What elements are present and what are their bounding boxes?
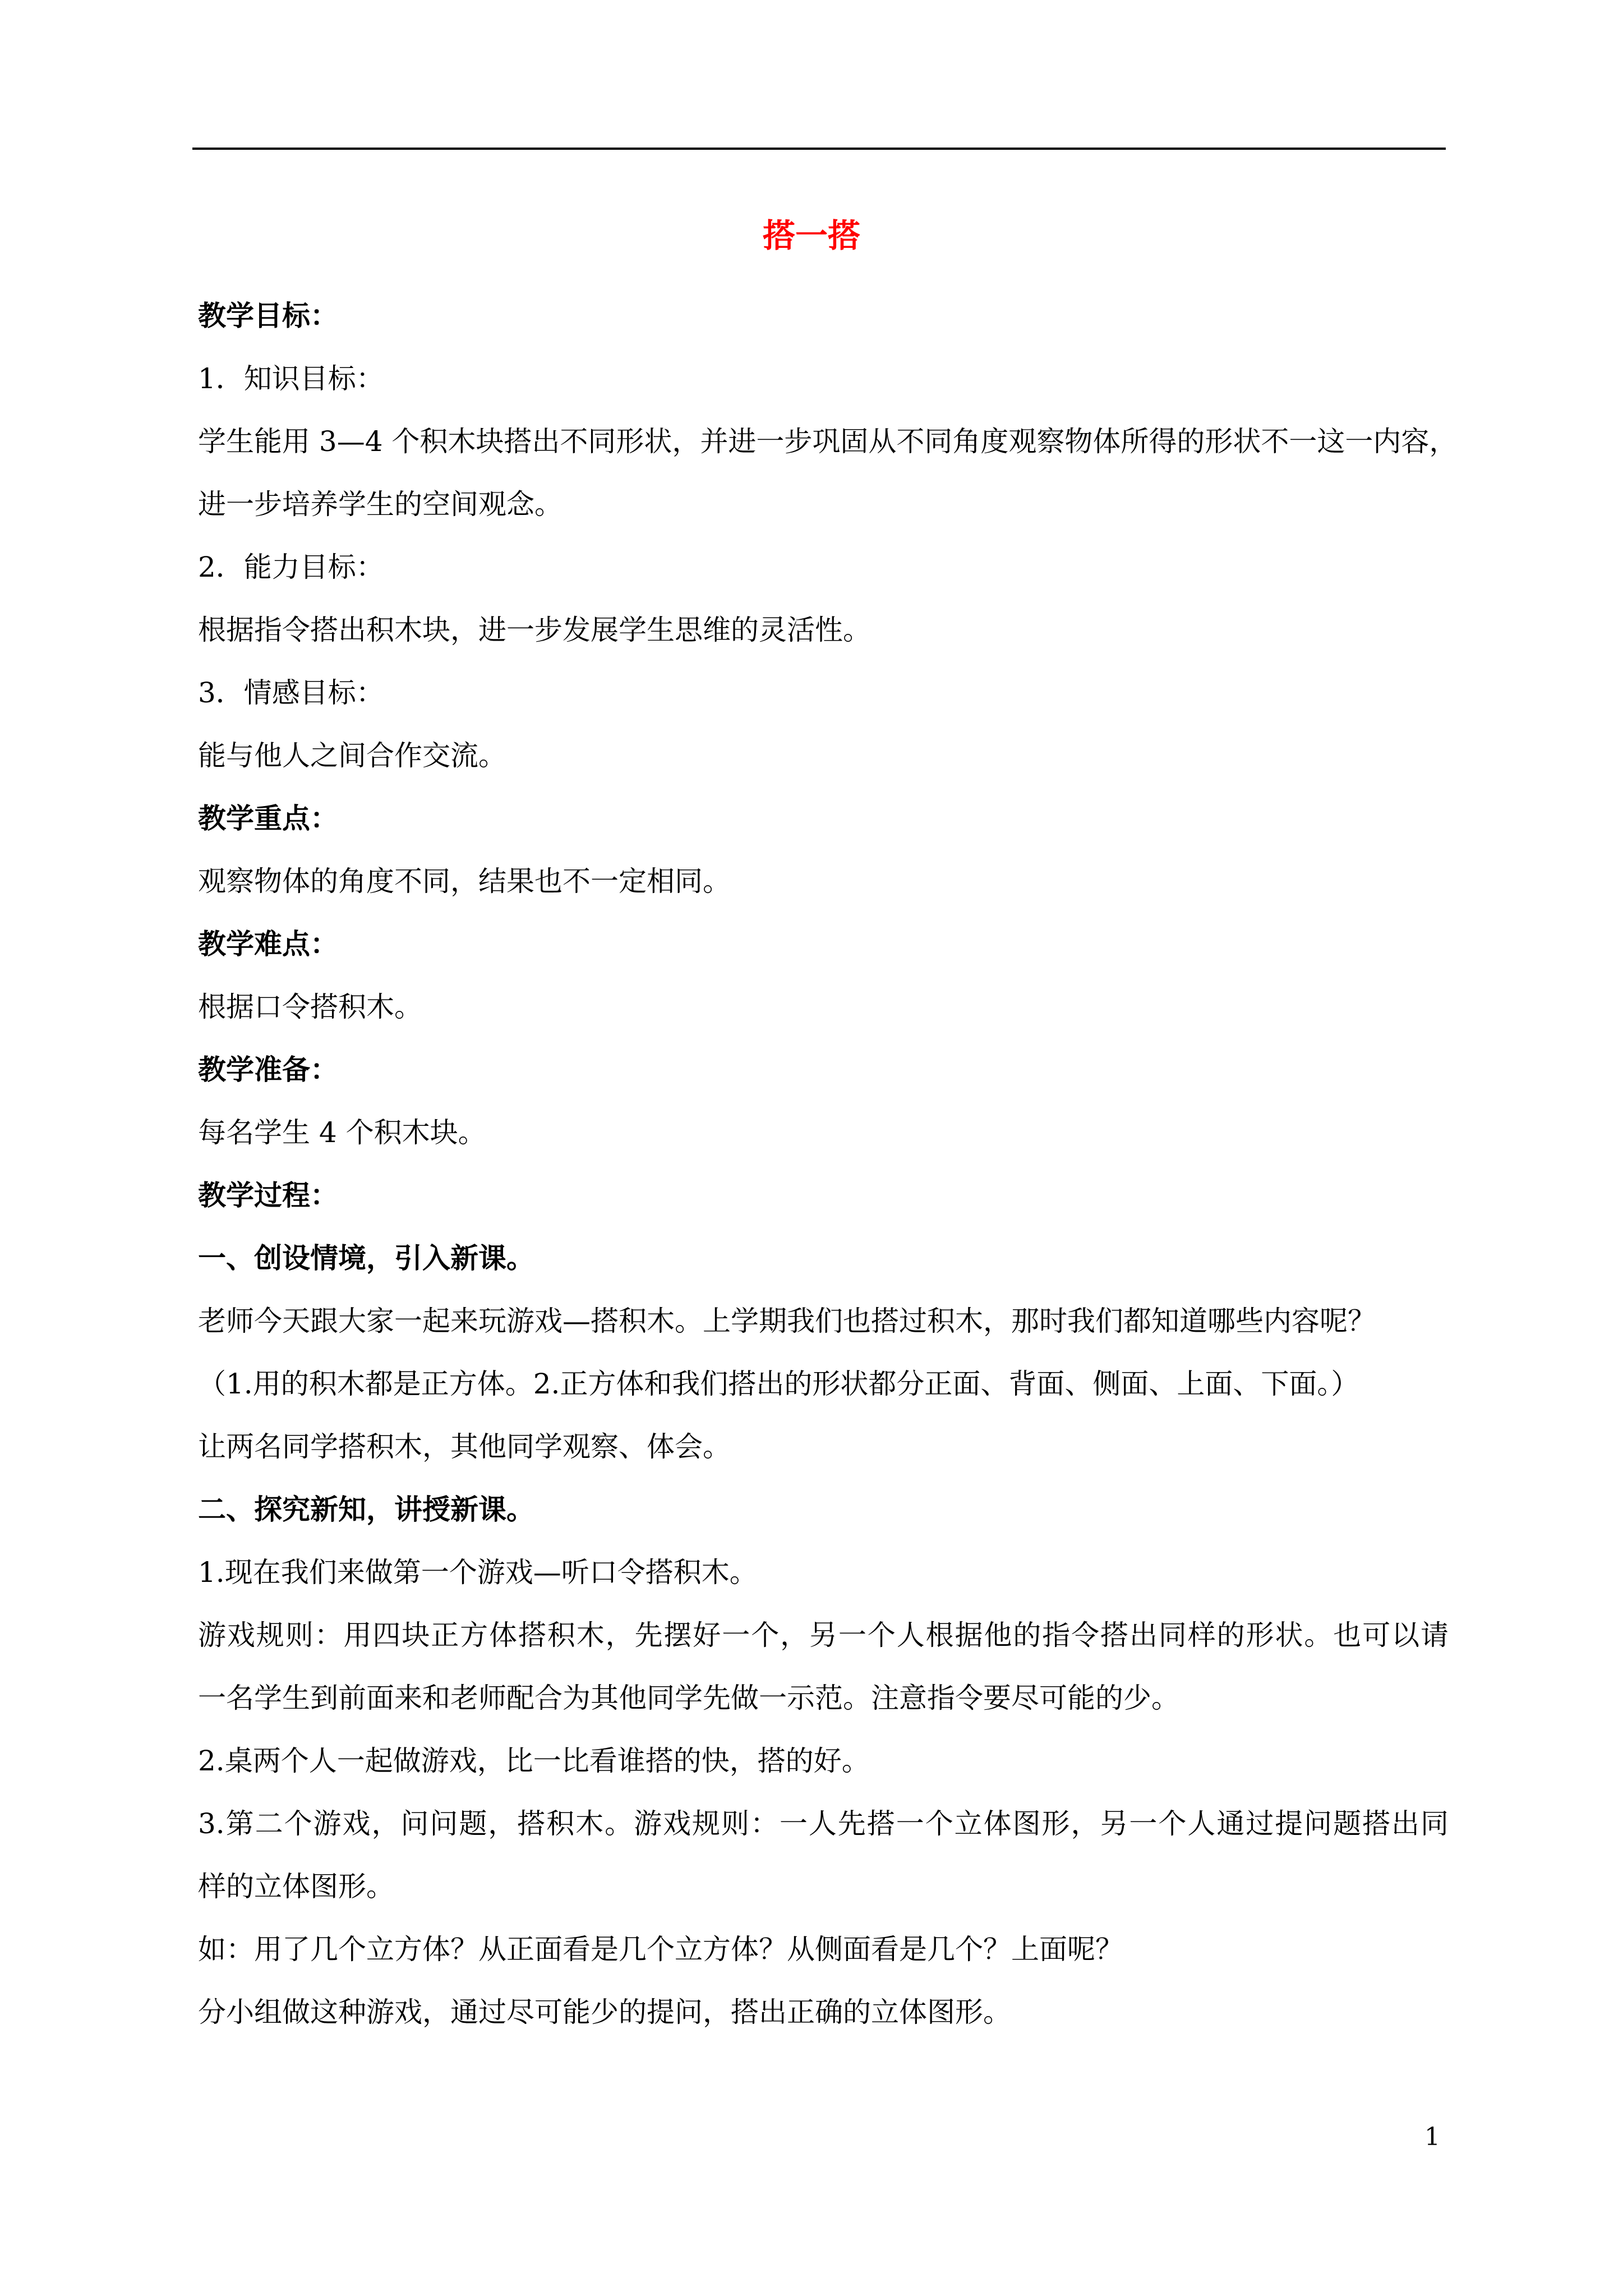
paragraph-line: 根据口令搭积木。 [198, 991, 422, 1023]
paragraph-line: 根据指令搭出积木块，进一步发展学生思维的灵活性。 [198, 614, 871, 646]
paragraph-line: 观察物体的角度不同，结果也不一定相同。 [198, 865, 731, 898]
paragraph-line: 能与他人之间合作交流。 [198, 739, 506, 772]
header-rule [192, 148, 1446, 150]
paragraph-line: 1.现在我们来做第一个游戏—听口令搭积木。 [198, 1556, 758, 1589]
paragraph-line: 样的立体图形。 [198, 1870, 394, 1903]
paragraph-line: 进一步培养学生的空间观念。 [198, 488, 562, 521]
paragraph-line: 2.桌两个人一起做游戏，比一比看谁搭的快，搭的好。 [198, 1745, 870, 1777]
heading-key-points: 教学重点： [198, 802, 338, 835]
paragraph-line: 老师今天跟大家一起来玩游戏—搭积木。上学期我们也搭过积木，那时我们都知道哪些内容呢？ [198, 1305, 1376, 1337]
heading-difficulties: 教学难点： [198, 928, 338, 960]
paragraph-line: 游戏规则：用四块正方体搭积木，先摆好一个，另一个人根据他的指令搭出同样的形状。也可以请 [198, 1619, 1449, 1651]
page-number: 1 [1424, 2123, 1440, 2151]
paragraph-line: 每名学生 4 个积木块。 [198, 1116, 486, 1149]
section-heading-2: 二、探究新知，讲授新课。 [198, 1493, 534, 1526]
ability-goal-label: 2．能力目标： [198, 551, 384, 583]
knowledge-goal-label: 1．知识目标： [198, 362, 384, 395]
paragraph-line: 学生能用 3—4 个积木块搭出不同形状，并进一步巩固从不同角度观察物体所得的形状不一这一内容， [198, 425, 1458, 458]
paragraph-line: （1.用的积木都是正方体。2.正方体和我们搭出的形状都分正面、背面、侧面、上面、下面。） [198, 1368, 1359, 1400]
emotion-goal-label: 3．情感目标： [198, 677, 384, 709]
section-heading-1: 一、创设情境，引入新课。 [198, 1242, 534, 1274]
heading-preparation: 教学准备： [198, 1053, 338, 1086]
document-title: 搭一搭 [762, 217, 860, 255]
paragraph-line: 3.第二个游戏，问问题，搭积木。游戏规则：一人先搭一个立体图形，另一个人通过提问题搭出同 [198, 1807, 1449, 1840]
paragraph-line: 一名学生到前面来和老师配合为其他同学先做一示范。注意指令要尽可能的少。 [198, 1682, 1179, 1714]
paragraph-line: 让两名同学搭积木，其他同学观察、体会。 [198, 1430, 731, 1463]
heading-teaching-process: 教学过程： [198, 1179, 338, 1212]
paragraph-line: 如：用了几个立方体？从正面看是几个立方体？从侧面看是几个？上面呢？ [198, 1933, 1123, 1966]
heading-teaching-goals: 教学目标： [198, 300, 338, 332]
paragraph-line: 分小组做这种游戏，通过尽可能少的提问，搭出正确的立体图形。 [198, 1996, 1011, 2028]
